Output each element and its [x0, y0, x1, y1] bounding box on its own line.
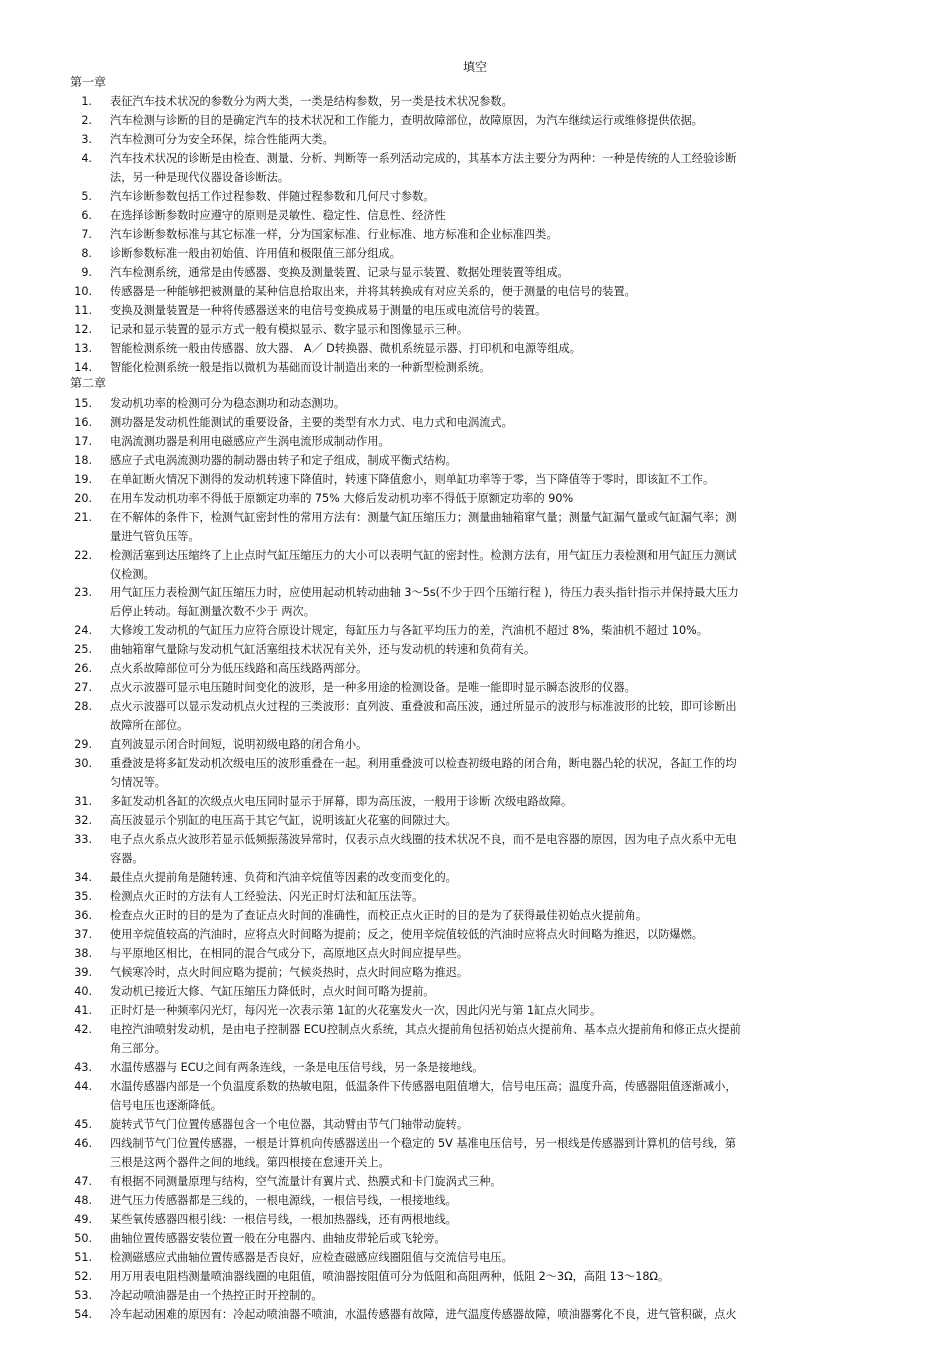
question-number: 38.: [74, 947, 92, 960]
question-text: 电控汽油喷射发动机，是由电子控制器 ECU控制点火系统，其点火提前角包括初始点火提前角、基本点火提前角和修正点火提前: [110, 1023, 741, 1036]
question-text: 曲轴位置传感器安装位置一般在分电器内、曲轴皮带轮后或飞轮旁。: [110, 1232, 446, 1245]
question-number: 48.: [74, 1194, 92, 1207]
question-number: 21.: [74, 511, 92, 524]
question-number: 14.: [74, 361, 92, 374]
page-title: 填空: [462, 60, 487, 74]
question-number: 37.: [74, 928, 92, 941]
question-text: 四线制节气门位置传感器，一根是计算机向传感器送出一个稳定的 5V 基准电压信号，另一根线是传感器到计算机的信号线，第: [110, 1137, 737, 1150]
question-number: 34.: [74, 871, 92, 884]
question-text: 诊断参数标准一般由初始值、许用值和极限值三部分组成。: [110, 247, 401, 260]
question-text: 记录和显示装置的显示方式一般有模拟显示、数字显示和图像显示三种。: [110, 323, 469, 336]
question-number: 40.: [74, 985, 92, 998]
question-text-continued: 故障所在部位。: [110, 719, 189, 732]
question-text: 汽车诊断参数标准与其它标准一样，分为国家标准、行业标准、地方标准和企业标准四类。: [110, 228, 558, 241]
question-text-continued: 信号电压也逐渐降低。: [110, 1099, 222, 1112]
question-text: 旋转式节气门位置传感器包含一个电位器，其动臂由节气门轴带动旋转。: [110, 1118, 469, 1131]
question-number: 3.: [81, 133, 92, 146]
question-number: 12.: [74, 323, 92, 336]
question-text: 在单缸断火情况下测得的发动机转速下降值时，转速下降值愈小，则单缸功率等于零，当下降值等于零时，即该缸不工作。: [110, 473, 715, 486]
question-number: 46.: [74, 1137, 92, 1150]
question-number: 44.: [74, 1080, 92, 1093]
question-number: 13.: [74, 342, 92, 355]
question-number: 26.: [74, 662, 92, 675]
question-text: 在选择诊断参数时应遵守的原则是灵敏性、稳定性、信息性、经济性: [110, 209, 446, 222]
question-text-continued: 量进气管负压等。: [110, 530, 200, 543]
question-text: 重叠波是将多缸发动机次级电压的波形重叠在一起。利用重叠波可以检查初级电路的闭合角，断电器凸轮的状况，各缸工作的均: [110, 757, 737, 770]
question-text: 点火系故障部位可分为低压线路和高压线路两部分。: [110, 662, 368, 675]
question-number: 28.: [74, 700, 92, 713]
question-number: 6.: [81, 209, 92, 222]
question-number: 9.: [81, 266, 92, 279]
question-number: 18.: [74, 454, 92, 467]
question-number: 41.: [74, 1004, 92, 1017]
question-text: 水温传感器与 ECU之间有两条连线，一条是电压信号线，另一条是接地线。: [110, 1061, 484, 1074]
question-number: 4.: [81, 152, 92, 165]
question-text-continued: 容器。: [110, 852, 144, 865]
question-text: 高压波显示个别缸的电压高于其它气缸，说明该缸火花塞的间隙过大。: [110, 814, 457, 827]
question-number: 2.: [81, 114, 92, 127]
question-number: 47.: [74, 1175, 92, 1188]
question-number: 33.: [74, 833, 92, 846]
question-text: 测功器是发动机性能测试的重要设备，主要的类型有水力式、电力式和电涡流式。: [110, 416, 513, 429]
question-text: 发动机功率的检测可分为稳态测功和动态测功。: [110, 397, 345, 410]
question-text: 汽车诊断参数包括工作过程参数、伴随过程参数和几何尺寸参数。: [110, 190, 435, 203]
question-text: 检测活塞到达压缩终了上止点时气缸压缩压力的大小可以表明气缸的密封性。检测方法有，用气缸压力表检测和用气缸压力测试: [110, 549, 737, 562]
question-number: 8.: [81, 247, 92, 260]
question-text: 发动机已接近大修、气缸压缩压力降低时，点火时间可略为提前。: [110, 985, 435, 998]
question-text-continued: 后停止转动。每缸测量次数不少于 两次。: [110, 605, 315, 618]
question-text-continued: 仪检测。: [110, 568, 155, 581]
question-text: 多缸发动机各缸的次级点火电压同时显示于屏幕，即为高压波，一般用于诊断 次级电路故障。: [110, 795, 573, 808]
question-number: 24.: [74, 624, 92, 637]
chapter-heading: 第一章: [70, 75, 107, 89]
question-text: 直列波显示闭合时间短，说明初级电路的闭合角小。: [110, 738, 368, 751]
question-text: 用气缸压力表检测气缸压缩压力时，应使用起动机转动曲轴 3～5s(不少于四个压缩行程 )，待压力表头指针指示并保持最大压力: [110, 586, 739, 599]
question-number: 20.: [74, 492, 92, 505]
question-number: 52.: [74, 1270, 92, 1283]
question-text: 感应子式电涡流测功器的制动器由转子和定子组成，制成平衡式结构。: [110, 454, 457, 467]
question-text: 冷车起动困难的原因有：冷起动喷油器不喷油，水温传感器有故障，进气温度传感器故障，喷油器雾化不良，进气管积碳，点火: [110, 1308, 737, 1321]
question-number: 25.: [74, 643, 92, 656]
question-number: 54.: [74, 1308, 92, 1321]
question-text: 电子点火系点火波形若显示低频振荡波异常时，仅表示点火线圈的技术状况不良，而不是电容器的原因，因为电子点火系中无电: [110, 833, 737, 846]
question-text: 汽车检测系统，通常是由传感器、变换及测量装置、记录与显示装置、数据处理装置等组成。: [110, 266, 569, 279]
question-number: 7.: [81, 228, 92, 241]
question-text: 检查点火正时的目的是为了查证点火时间的准确性，而校正点火正时的目的是为了获得最佳初始点火提前角。: [110, 909, 648, 922]
question-text: 最佳点火提前角是随转速、负荷和汽油辛烷值等因素的改变而变化的。: [110, 871, 457, 884]
question-text: 电涡流测功器是利用电磁感应产生涡电流形成制动作用。: [110, 435, 390, 448]
question-text: 气候寒冷时，点火时间应略为提前；气候炎热时，点火时间应略为推迟。: [110, 966, 469, 979]
question-text: 汽车检测与诊断的目的是确定汽车的技术状况和工作能力，查明故障部位，故障原因，为汽车继续运行或维修提供依据。: [110, 114, 703, 127]
question-text: 点火示波器可显示电压随时间变化的波形，是一种多用途的检测设备。是唯一能即时显示瞬态波形的仪器。: [110, 681, 636, 694]
question-number: 29.: [74, 738, 92, 751]
question-number: 42.: [74, 1023, 92, 1036]
question-text: 传感器是一种能够把被测量的某种信息拾取出来，并将其转换成有对应关系的，便于测量的电信号的装置。: [110, 285, 636, 298]
question-number: 32.: [74, 814, 92, 827]
question-number: 31.: [74, 795, 92, 808]
question-text: 汽车检测可分为安全环保，综合性能两大类。: [110, 133, 334, 146]
question-number: 45.: [74, 1118, 92, 1131]
question-text: 曲轴箱窜气量除与发动机气缸活塞组技术状况有关外，还与发动机的转速和负荷有关。: [110, 643, 536, 656]
question-text: 表征汽车技术状况的参数分为两大类，一类是结构参数，另一类是技术状况参数。: [110, 95, 513, 108]
question-text: 在用车发动机功率不得低于原额定功率的 75% 大修后发动机功率不得低于原额定功率的 90%: [110, 492, 574, 505]
question-number: 30.: [74, 757, 92, 770]
question-text: 某些氧传感器四根引线：一根信号线，一根加热器线，还有两根地线。: [110, 1213, 457, 1226]
question-number: 49.: [74, 1213, 92, 1226]
question-text: 与平原地区相比，在相同的混合气成分下，高原地区点火时间应提早些。: [110, 947, 469, 960]
question-number: 43.: [74, 1061, 92, 1074]
chapter-heading: 第二章: [70, 376, 107, 390]
question-text: 用万用表电阻档测量喷油器线圈的电阻值，喷油器按阻值可分为低阻和高阻两种，低阻 2～3Ω，高阻 13～18Ω。: [110, 1270, 670, 1283]
question-number: 17.: [74, 435, 92, 448]
question-text: 使用辛烷值较高的汽油时，应将点火时间略为提前；反之，使用辛烷值较低的汽油时应将点火时间略为推迟，以防爆燃。: [110, 928, 703, 941]
question-number: 39.: [74, 966, 92, 979]
question-text: 智能检测系统一般由传感器、放大器、 A／ D转换器、微机系统显示器、打印机和电源等组成。: [110, 342, 581, 355]
question-text: 检测点火正时的方法有人工经验法、闪光正时灯法和缸压法等。: [110, 890, 424, 903]
question-number: 10.: [74, 285, 92, 298]
question-text: 汽车技术状况的诊断是由检查、测量、分析、判断等一系列活动完成的，其基本方法主要分为两种：一种是传统的人工经验诊断: [110, 152, 737, 165]
question-text: 进气压力传感器都是三线的，一根电源线，一根信号线，一根接地线。: [110, 1194, 457, 1207]
question-text-continued: 三根是这两个器件之间的地线。第四根接在怠速开关上。: [110, 1156, 390, 1169]
question-text: 变换及测量装置是一种将传感器送来的电信号变换成易于测量的电压或电流信号的装置。: [110, 304, 547, 317]
question-number: 36.: [74, 909, 92, 922]
question-text: 正时灯是一种频率闪光灯，每闪光一次表示第 1缸的火花塞发火一次，因此闪光与第 1缸点火同步。: [110, 1004, 602, 1017]
question-text: 有根据不同测量原理与结构，空气流量计有翼片式、热膜式和卡门旋涡式三种。: [110, 1175, 502, 1188]
question-number: 35.: [74, 890, 92, 903]
question-text: 点火示波器可以显示发动机点火过程的三类波形：直列波、重叠波和高压波，通过所显示的波形与标准波形的比较，即可诊断出: [110, 700, 737, 713]
question-text: 水温传感器内部是一个负温度系数的热敏电阻，低温条件下传感器电阻值增大，信号电压高；温度升高，传感器阻值逐渐减小，: [110, 1080, 737, 1093]
question-number: 51.: [74, 1251, 92, 1264]
question-number: 16.: [74, 416, 92, 429]
question-number: 50.: [74, 1232, 92, 1245]
question-text: 大修竣工发动机的气缸压力应符合原设计规定，每缸压力与各缸平均压力的差，汽油机不超过 8%，柴油机不超过 10%。: [110, 624, 708, 637]
question-text: 在不解体的条件下，检测气缸密封性的常用方法有：测量气缸压缩压力；测量曲轴箱窜气量；测量气缸漏气量或气缸漏气率；测: [110, 511, 737, 524]
question-number: 27.: [74, 681, 92, 694]
question-text: 检测磁感应式曲轴位置传感器是否良好，应检查磁感应线圈阻值与交流信号电压。: [110, 1251, 513, 1264]
question-text-continued: 匀情况等。: [110, 776, 166, 789]
question-number: 23.: [74, 586, 92, 599]
question-number: 53.: [74, 1289, 92, 1302]
question-number: 22.: [74, 549, 92, 562]
question-number: 11.: [74, 304, 92, 317]
question-number: 5.: [81, 190, 92, 203]
question-text-continued: 法，另一种是现代仪器设备诊断法。: [110, 171, 290, 184]
question-number: 1.: [81, 95, 92, 108]
question-text-continued: 角三部分。: [110, 1042, 166, 1055]
question-number: 15.: [74, 397, 92, 410]
question-text: 智能化检测系统一般是指以微机为基础而设计制造出来的一种新型检测系统。: [110, 361, 491, 374]
question-text: 冷起动喷油器是由一个热控正时开控制的。: [110, 1289, 323, 1302]
question-number: 19.: [74, 473, 92, 486]
